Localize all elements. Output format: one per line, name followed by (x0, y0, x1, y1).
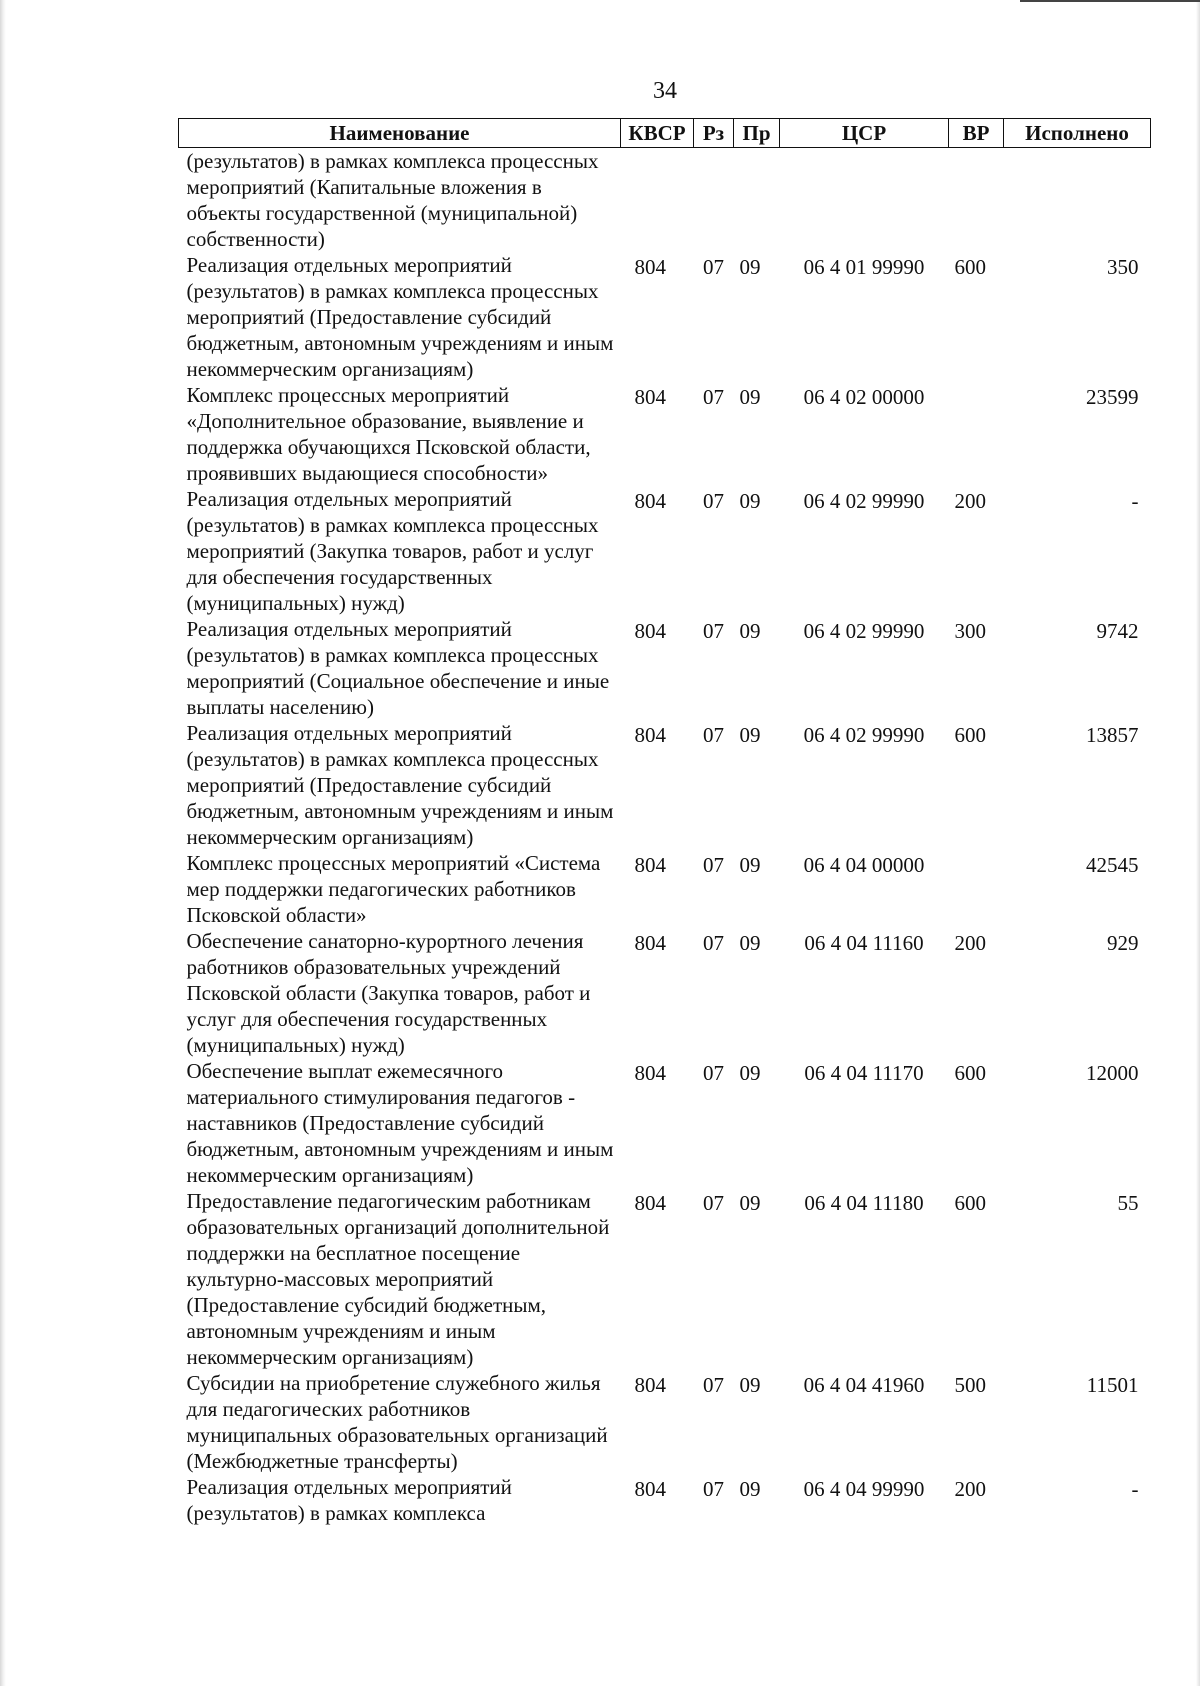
table-row (179, 616, 1151, 720)
cell-isp: 55 (1117, 1191, 1139, 1215)
table-header-row (179, 119, 1151, 148)
cell-csr: 06 4 01 99990 (803, 255, 925, 279)
header-csr: ЦСР (780, 119, 949, 148)
cell-pr: 09 (739, 1191, 761, 1215)
cell-vr (949, 148, 1004, 253)
cell-pr: 09 (739, 255, 761, 279)
header-vr: ВР (949, 119, 1004, 148)
cell-isp: 350 (1107, 255, 1139, 279)
cell-csr: 06 4 02 99990 (803, 619, 925, 643)
cell-csr: 06 4 02 99990 (803, 489, 925, 513)
cell-rz: 07 (703, 619, 724, 643)
cell-kvsr: 804 (634, 619, 666, 643)
cell-isp: 929 (1107, 931, 1139, 955)
cell-rz: 07 (703, 1191, 724, 1215)
table-body (179, 148, 1151, 1527)
cell-name: Реализация отдельных мероприятий (результатов) в рамках комплекса процессных мероприятий (Закупка товаров, работ и услуг для обеспечения государственных (муниципальных) нужд) (186, 487, 599, 615)
cell-isp: - (1131, 1477, 1139, 1501)
cell-vr: 600 (954, 255, 986, 279)
cell-vr: 200 (954, 931, 986, 955)
cell-isp: 11501 (1086, 1373, 1139, 1397)
cell-pr: 09 (739, 619, 761, 643)
cell-name: Обеспечение выплат ежемесячного материального стимулирования педагогов - наставников (Предоставление субсидий бюджетным, автономным учреждениям и иным некоммерческим организациям) (186, 1059, 614, 1187)
cell-kvsr: 804 (634, 385, 666, 409)
cell-pr: 09 (739, 385, 761, 409)
cell-pr: 09 (739, 1477, 761, 1501)
cell-rz: 07 (703, 255, 724, 279)
cell-isp: - (1131, 489, 1139, 513)
table-row (179, 382, 1151, 486)
cell-isp (1004, 148, 1151, 253)
scan-top-line (1020, 0, 1200, 2)
cell-name: Комплекс процессных мероприятий «Система мер поддержки педагогических работников Псковской области» (186, 851, 601, 927)
cell-isp: 42545 (1086, 853, 1139, 877)
table-row (179, 148, 1151, 253)
cell-rz: 07 (703, 853, 724, 877)
cell-vr: 200 (954, 489, 986, 513)
table-row (179, 928, 1151, 1058)
cell-csr: 06 4 04 41960 (803, 1373, 925, 1397)
table-row (179, 1370, 1151, 1474)
cell-name: Субсидии на приобретение служебного жилья для педагогических работников муниципальных образовательных организаций (Межбюджетные трансферты) (186, 1371, 608, 1473)
cell-isp: 9742 (1096, 619, 1139, 643)
cell-kvsr: 804 (634, 489, 666, 513)
cell-kvsr: 804 (634, 723, 666, 747)
header-rz: Рз (694, 119, 734, 148)
cell-vr (949, 382, 1004, 486)
cell-pr: 09 (739, 723, 761, 747)
table-row (179, 252, 1151, 382)
cell-kvsr: 804 (634, 1061, 666, 1085)
cell-vr (949, 850, 1004, 928)
cell-pr (734, 148, 780, 253)
header-isp: Исполнено (1004, 119, 1151, 148)
cell-isp: 13857 (1086, 723, 1139, 747)
cell-name: Обеспечение санаторно-курортного лечения работников образовательных учреждений Псковской области (Закупка товаров, работ и услуг для обеспечения государственных (муниципальных) нужд) (186, 929, 591, 1057)
table-row (179, 486, 1151, 616)
cell-name: Реализация отдельных мероприятий (результатов) в рамках комплекса процессных мероприятий (Социальное обеспечение и иные выплаты населению) (186, 617, 610, 719)
table-row (179, 1058, 1151, 1188)
cell-name: (результатов) в рамках комплекса процессных мероприятий (Капитальные вложения в объекты государственной (муниципальной) собственности) (186, 149, 599, 251)
cell-kvsr: 804 (634, 1191, 666, 1215)
cell-csr: 06 4 02 99990 (803, 723, 925, 747)
cell-rz: 07 (703, 1373, 724, 1397)
cell-vr: 600 (954, 1061, 986, 1085)
cell-rz: 07 (703, 723, 724, 747)
scan-edge-left (0, 0, 6, 1686)
table-row (179, 1474, 1151, 1526)
cell-kvsr: 804 (634, 255, 666, 279)
cell-rz (694, 148, 734, 253)
cell-csr: 06 4 04 11170 (804, 1061, 924, 1085)
cell-csr: 06 4 04 99990 (803, 1477, 925, 1501)
table-row (179, 720, 1151, 850)
cell-vr: 200 (954, 1477, 986, 1501)
cell-kvsr (621, 148, 694, 253)
cell-kvsr: 804 (634, 1373, 666, 1397)
cell-csr: 06 4 04 11180 (804, 1191, 924, 1215)
cell-csr: 06 4 04 00000 (803, 853, 925, 877)
cell-rz: 07 (703, 1477, 724, 1501)
cell-kvsr: 804 (634, 853, 666, 877)
cell-isp: 23599 (1086, 385, 1139, 409)
cell-vr: 600 (954, 723, 986, 747)
cell-name: Предоставление педагогическим работникам образовательных организаций дополнительной поддержки на бесплатное посещение культурно-массовых мероприятий (Предоставление субсидий бюджетным, автономным учреждениям и иным некоммерческим организациям) (186, 1189, 610, 1369)
cell-pr: 09 (739, 1061, 761, 1085)
cell-name: Реализация отдельных мероприятий (результатов) в рамках комплекса процессных мероприятий (Предоставление субсидий бюджетным, автономным учреждениям и иным некоммерческим организациям) (186, 253, 614, 381)
cell-rz: 07 (703, 385, 724, 409)
budget-table-wrapper (178, 118, 1150, 1526)
scan-edge-right (1196, 0, 1200, 1686)
header-name: Наименование (179, 119, 621, 148)
cell-csr (780, 148, 949, 253)
page-number: 34 (653, 78, 677, 104)
cell-rz: 07 (703, 489, 724, 513)
cell-pr: 09 (739, 853, 761, 877)
cell-pr: 09 (739, 931, 761, 955)
cell-kvsr: 804 (634, 931, 666, 955)
cell-rz: 07 (703, 1061, 724, 1085)
cell-vr: 300 (954, 619, 986, 643)
budget-table (178, 118, 1151, 1526)
cell-kvsr: 804 (634, 1477, 666, 1501)
cell-pr: 09 (739, 1373, 761, 1397)
cell-csr: 06 4 04 11160 (804, 931, 924, 955)
cell-vr: 500 (954, 1373, 986, 1397)
cell-vr: 600 (954, 1191, 986, 1215)
cell-name: Реализация отдельных мероприятий (результатов) в рамках комплекса (186, 1475, 512, 1525)
table-row (179, 1188, 1151, 1370)
header-kvsr: КВСР (621, 119, 694, 148)
cell-isp: 12000 (1086, 1061, 1139, 1085)
cell-name: Комплекс процессных мероприятий «Дополнительное образование, выявление и поддержка обучающихся Псковской области, проявивших выдающиеся способности» (186, 383, 591, 485)
cell-csr: 06 4 02 00000 (803, 385, 925, 409)
table-row (179, 850, 1151, 928)
cell-name: Реализация отдельных мероприятий (результатов) в рамках комплекса процессных мероприятий (Предоставление субсидий бюджетным, автономным учреждениям и иным некоммерческим организациям) (186, 721, 614, 849)
cell-rz: 07 (703, 931, 724, 955)
header-pr: Пр (734, 119, 780, 148)
cell-pr: 09 (739, 489, 761, 513)
